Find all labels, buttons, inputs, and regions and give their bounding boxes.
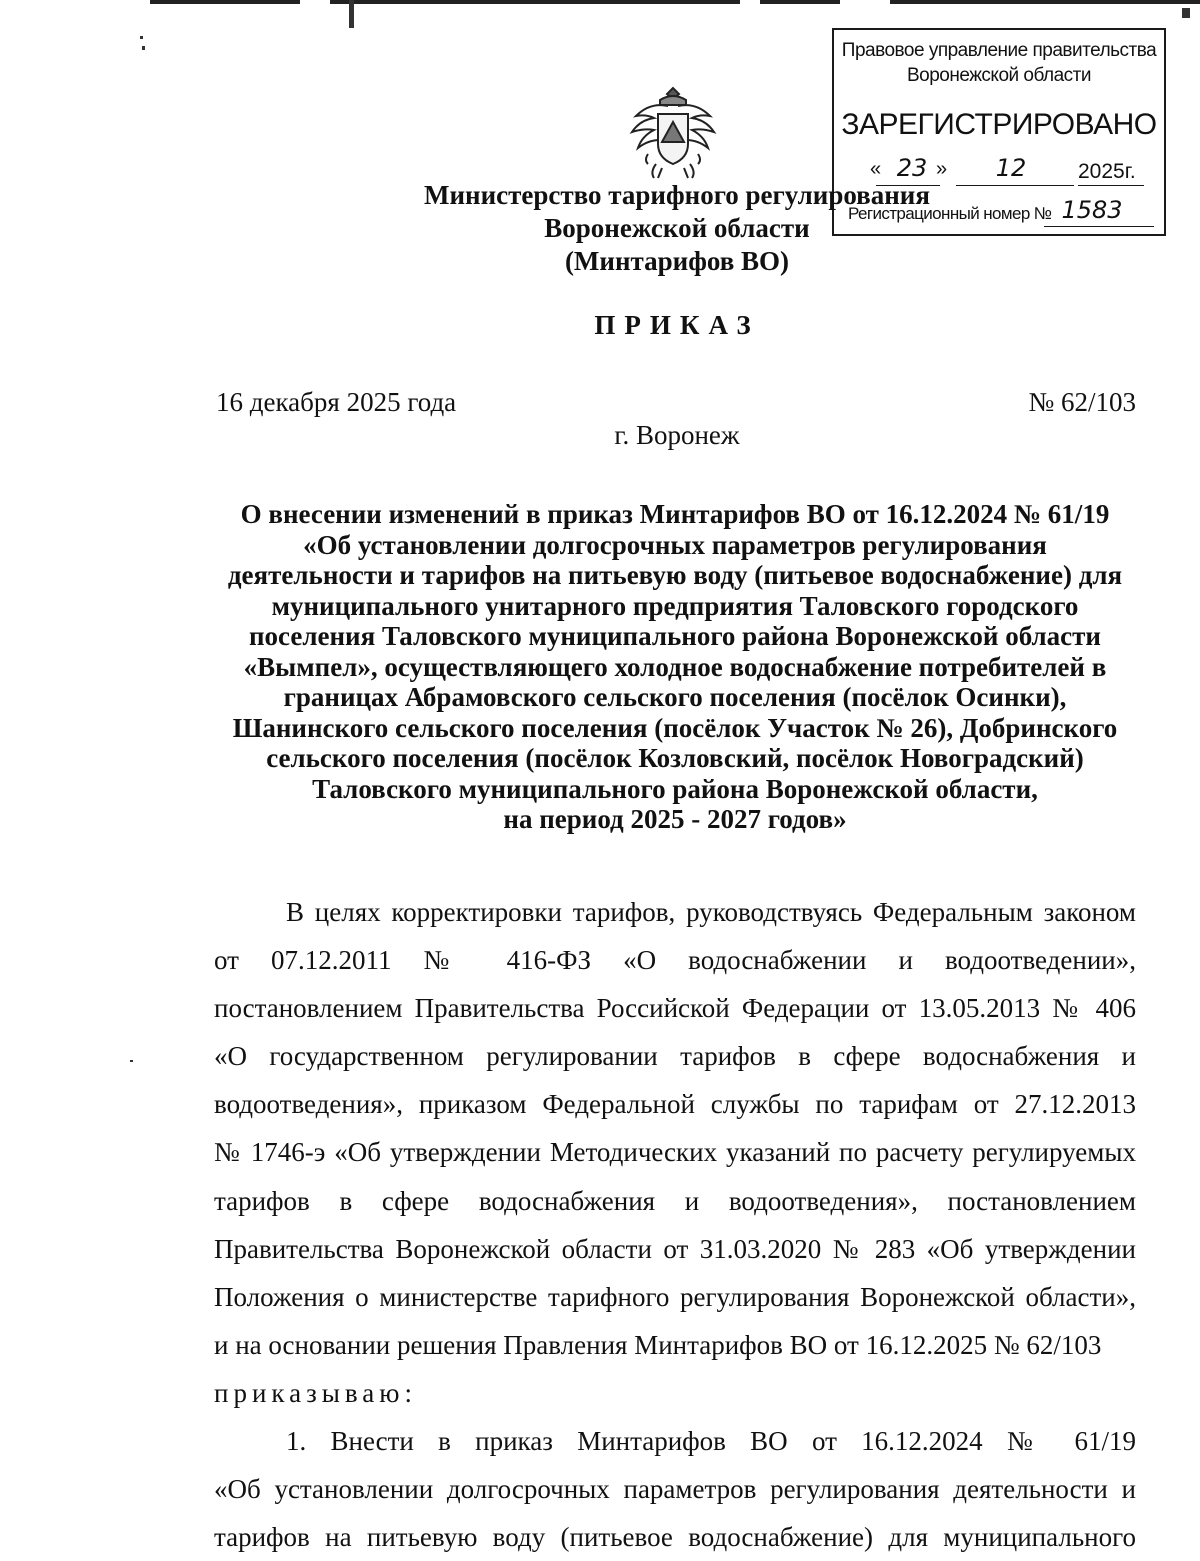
stamp-quote-open: « bbox=[870, 158, 882, 180]
preamble-paragraph: В целях корректировки тарифов, руководствуясь Федеральным законом от 07.12.2011 № 416-ФЗ «О водоснабжении и водоотведении», постановлением Правительства Российской Федерации от 13.05.2013 № 406 «О государственном регулировании тарифов в сфере водоснабжения и водоотведения», приказом Федеральной службы по тарифам от 27.12.2013 № 1746-э «Об утверждении Методических указаний по расчету регулируемых тарифов в сфере водоснабжения и водоотведения», постановлением Правительства Воронежской области от 31.03.2020 № 283 «Об утверждении Положения о министерстве тарифного регулирования Воронежской области», и на основании решения Правления Минтарифов ВО от 16.12.2025 № 62/103 приказываю: bbox=[214, 888, 1136, 1417]
ministry-name: Министерство тарифного регулирования bbox=[424, 180, 930, 210]
document-heading: О внесении изменений в приказ Минтарифов ВО от 16.12.2024 № 61/19 «Об установлении долгосрочных параметров регулирования деятельности и тарифов на питьевую воду (питьевое водоснабжение) для муниципального унитарного предприятия Таловского городского поселения Таловского муниципального района Воронежской области «Вымпел», осуществляющего холодное водоснабжение потребителей в границах Абрамовского сельского поселения (посёлок Осинки), Шанинского сельского поселения (посёлок Участок № 26), Добринского сельского поселения (посёлок Козловский, посёлок Новоградский) Таловского муниципального района Воронежской области, на период 2025 - 2027 годов» bbox=[227, 499, 1123, 834]
stamp-status: ЗАРЕГИСТРИРОВАНО bbox=[841, 108, 1157, 141]
ministry-abbreviation: (Минтарифов ВО) bbox=[564, 246, 790, 276]
document-number: № 62/103 bbox=[1028, 387, 1136, 417]
stamp-day: 23 bbox=[896, 154, 928, 182]
scan-speck bbox=[142, 46, 145, 50]
document-type: ПРИКАЗ bbox=[594, 310, 760, 340]
scan-speck bbox=[1182, 8, 1190, 18]
stamp-organization: Правовое управление правительства Воронежской области bbox=[841, 40, 1157, 86]
ministry-region: Воронежской области bbox=[544, 213, 810, 243]
scan-speck bbox=[140, 36, 143, 39]
clause-1: 1. Внести в приказ Минтарифов ВО от 16.12.2024 № 61/19 «Об установлении долгосрочных параметров регулирования деятельности и тарифов на питьевую воду (питьевое водоснабжение) для муниципального bbox=[214, 1426, 1136, 1553]
stamp-year: 2025г. bbox=[1078, 160, 1136, 183]
scan-speck bbox=[130, 1060, 133, 1062]
stamp-reg-number: 1583 bbox=[1061, 196, 1123, 224]
stamp-reg-number-label: Регистрационный номер № bbox=[848, 204, 1052, 223]
coat-of-arms-icon bbox=[618, 84, 728, 184]
stamp-month: 12 bbox=[995, 154, 1027, 182]
document-city: г. Воронеж bbox=[614, 420, 740, 450]
document-date: 16 декабря 2025 года bbox=[216, 387, 457, 417]
stamp-quote-close: » bbox=[936, 158, 948, 180]
order-word: приказываю: bbox=[214, 1377, 417, 1408]
scan-speck bbox=[349, 0, 354, 28]
scan-edge bbox=[0, 0, 1200, 6]
